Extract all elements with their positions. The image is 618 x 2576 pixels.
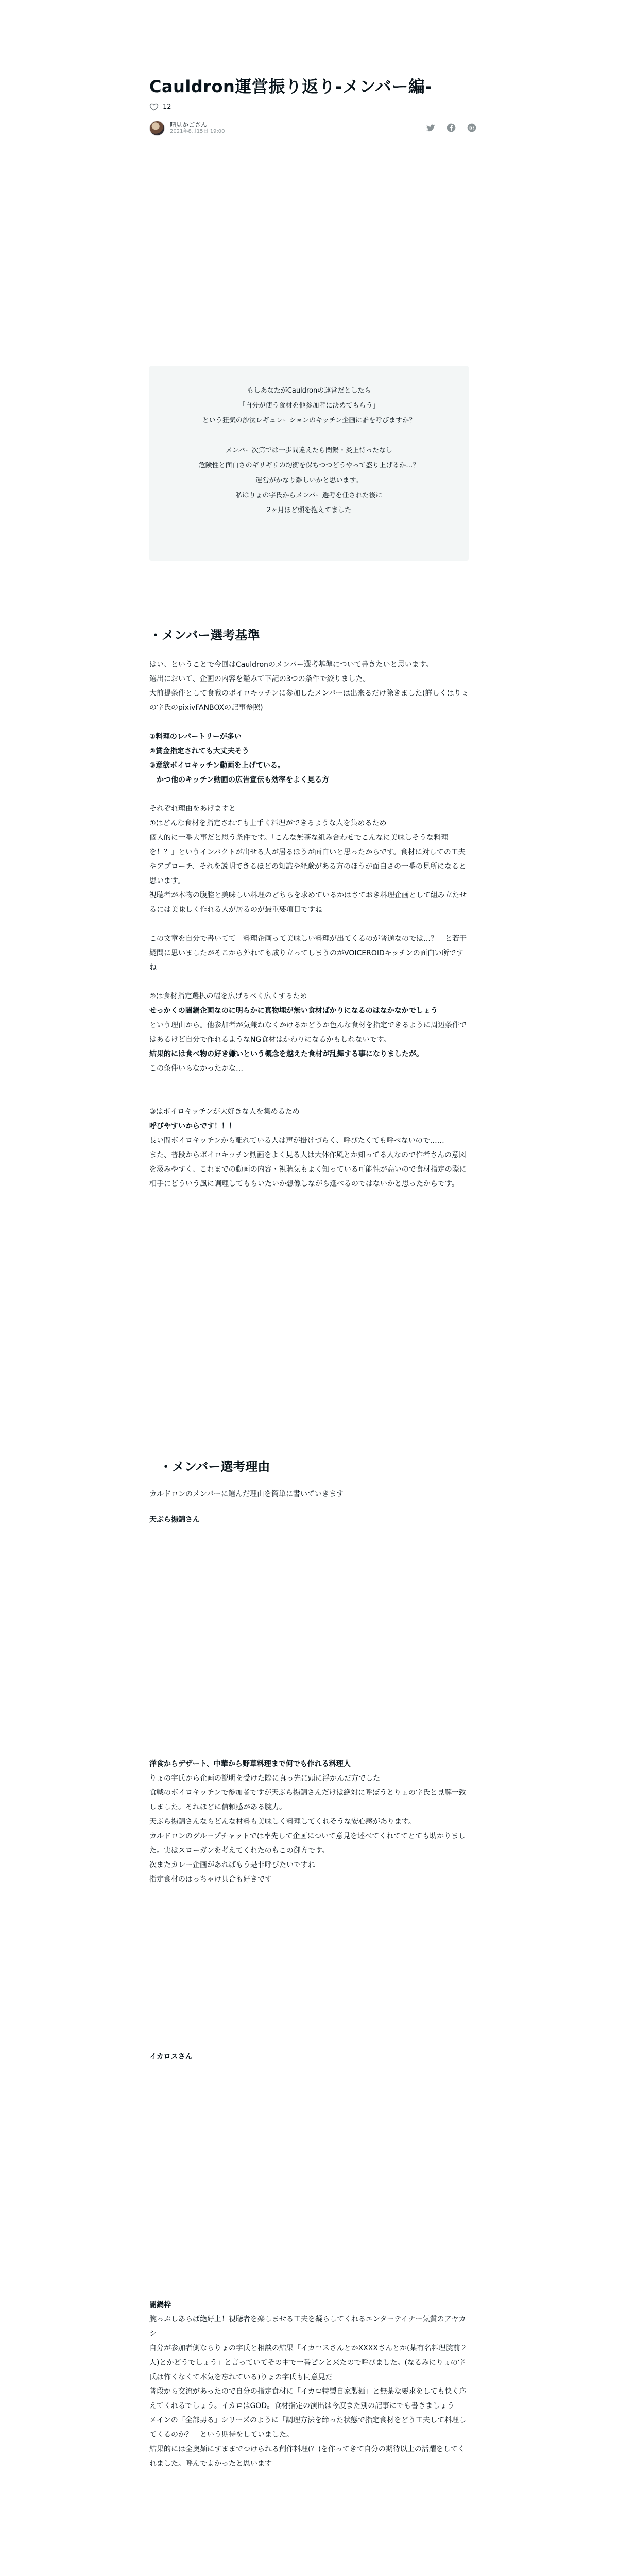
criteria-item: ③意欲ボイロキッチン動画を上げている。 [149, 761, 285, 770]
paragraph: 呼びやすいからです！！！ [149, 1122, 236, 1130]
intro-line: 運営がかなり難しいかと思います。 [255, 477, 363, 484]
paragraph: ①はどんな食材を指定されても上手く料理ができるような人を集めるため [149, 819, 387, 827]
paragraph: 結果的には全奥麺にすままでつけられる創作料理(？)を作ってきて自分の期待以上の活躍をしてくれました。呼んでよかったと思います [149, 2445, 465, 2468]
section-heading: ・メンバー選考理由 [160, 1460, 270, 1474]
author-block[interactable] [149, 121, 225, 136]
criteria-item: かつ他のキッチン動画の広告宣伝も効率をよく見る方 [149, 776, 330, 784]
like-count: 12 [163, 103, 171, 111]
intro-line: という狂気の沙汰レギュレーションのキッチン企画に誰を呼びますか？ [202, 417, 416, 425]
article-title: Cauldron運営振り返り-メンバー編- [149, 77, 433, 96]
criteria-item: ②賞金指定されても大丈夫そう [149, 747, 249, 755]
intro-line: 私はりょの字氏からメンバー選考を任された後に [235, 492, 383, 499]
eyecatch-image [149, 149, 469, 355]
member-headline: 洋食からデザート、中華から野草料理まで何でも作れる料理人 [149, 1760, 351, 1768]
svg-text:B!: B! [469, 125, 475, 131]
section-heading: ・メンバー選考基準 [149, 628, 260, 642]
paragraph: カルドロンのメンバーに選んだ理由を簡単に書いていきます [149, 1490, 344, 1498]
member-body [149, 2298, 469, 2471]
paragraph: 食戦のボイロキッチンで参加者ですが天ぷら揚錦さんだけは絶対に呼ぼうとりょの字氏と見解一致しました。それほどに信頼感がある腕力。 [149, 1789, 467, 1811]
paragraph: 大前提条件として食戦のボイロキッチンに参加したメンバーは出来るだけ除きました(詳しくはりょの字氏のpixivFANBOXの記事参照) [149, 689, 469, 712]
publish-date: 2021年8月15日 19:00 [170, 129, 225, 134]
section2-intro [149, 1487, 469, 1501]
like-counter[interactable] [149, 102, 171, 111]
criteria-item: ①料理のレパートリーが多い [149, 733, 242, 741]
intro-line: 2ヶ月ほど頭を抱えてました [266, 506, 352, 514]
intro-line: メンバー次第では一歩間違えたら闇鍋・炎上待ったなし [225, 447, 393, 454]
intro-box [149, 366, 469, 561]
paragraph: ③はボイロキッチンが大好きな人を集めるため [149, 1108, 300, 1116]
intro-line: 「自分が使う食材を他参加者に決めてもらう」 [238, 402, 380, 410]
paragraph: カルドロンのグループチャットでは率先して企画について意見を述べてくれててとても助かりました。実はスローガンを考えてくれたのもこの御方です。 [149, 1832, 466, 1855]
member-image [149, 2071, 469, 2277]
paragraph: はい、ということで今回はCauldronのメンバー選考基準について書きたいと思います。 [149, 660, 433, 669]
member-body [149, 1757, 469, 1887]
facebook-icon[interactable] [446, 123, 456, 133]
member-headline: 闇鍋枠 [149, 2301, 171, 2309]
hatena-bookmark-icon[interactable] [467, 123, 477, 133]
paragraph: りょの字氏から企画の説明を受けた際に真っ先に頭に浮かんだ方でした [149, 1774, 380, 1783]
paragraph: ②は食材指定選択の幅を広げるべく広くするため [149, 992, 307, 1001]
paragraph: 腕っぷしあらば絶好上！視聴者を楽しませる工夫を凝らしてくれるエンターテイナー気質のアヤカシ [149, 2315, 466, 2338]
paragraph: という理由から。他参加者が気兼ねなくかけるかどうか色んな食材を指定できるように周辺条件ではあるけど自分で作れるようなNG食材はかわりになるかもしれないです。 [149, 1021, 467, 1044]
member-image [149, 1535, 469, 1741]
paragraph: メインの「全部男る」シリーズのように「調理方法を締った状態で指定食材をどう工夫して料理してくるのか？」という期待をしていました。 [149, 2416, 467, 2439]
heart-icon[interactable] [149, 102, 159, 111]
author-name[interactable]: 晴見かごさん [170, 121, 208, 128]
avatar[interactable] [149, 121, 165, 136]
paragraph: 自分が参加者側ならりょの字氏と相談の結果「イカロスさんとかXXXXさんとか(某有名料理腕前２人)とかどうでしょう」と言っていてその中で一番ピンと来たので呼びました。(なるみにりょの字氏は怖くなくて本気を忘れている)りょの字氏も同意見だ [149, 2344, 468, 2381]
paragraph: 個人的に一番大事だと思う条件です。「こんな無茶な組み合わせでこんなに美味しそうな料理を！？」というインパクトが出せる人が居るほうが面白いと思ったからです。食材に対しての工夫やアプローチ、それを説明できるほどの知識や経験がある方のほうが面白さの一番の見所になると思います。 [149, 834, 467, 885]
twitter-icon[interactable] [425, 123, 436, 133]
paragraph: 次またカレー企画があればもう是非呼びたいですね [149, 1861, 315, 1869]
paragraph: せっかくの闇鍋企画なのに明らかに真物埋が無い食材ばかりになるのはなかなかでしょう [149, 1007, 438, 1015]
paragraph: 結果的には食べ物の好き嫌いという概念を越えた食材が乱舞する事になりましたが。 [149, 1050, 423, 1058]
paragraph: この文章を自分で書いてて「料理企画って美味しい料理が出てくるのが普通なのでは…？」と若干疑問に思いましたがそこから外れても成り立ってしまうのがVOICEROIDキッチンの面白い所ですね [149, 935, 467, 972]
member-name: 天ぷら揚錦さん [149, 1516, 200, 1524]
share-buttons [425, 123, 477, 133]
paragraph: 長い間ボイロキッチンから離れている人は声が掛けづらく、呼びたくても呼べないので…… [149, 1137, 444, 1145]
paragraph: この条件いらなかったかな… [149, 1064, 243, 1073]
paragraph: それぞれ理由をあげますと [149, 805, 236, 813]
intro-line: もしあなたがCauldronの運営だとしたら [247, 387, 371, 395]
member-name: イカロスさん [149, 2053, 193, 2061]
intro-line: 危険性と面白さのギリギリの均衡を保ちつつどうやって盛り上げるか…？ [198, 462, 420, 469]
paragraph: 指定食材のはっちゃけ具合も好きです [149, 1875, 272, 1884]
paragraph: 視聴者が本物の腹腔と美味しい料理のどちらを求めているかはさておき料理企画として組み立たせるには美味しく作れる人が居るのが最重要項目ですね [149, 891, 467, 914]
section1-body [149, 657, 469, 1191]
paragraph: 選出において、企画の内容を鑑みて下記の3つの条件で絞りました。 [149, 675, 370, 683]
paragraph: 天ぷら揚錦さんならどんな材料も美味しく料理してくれそうな安心感があります。 [149, 1818, 416, 1826]
paragraph: 普段から交流があったので自分の指定食材に「イカロ特製自家製麺」と無茶な要求をしても快く応えてくれるでしょう。イカロはGOD。食材指定の演出は今度また別の記事にでも書きましょう [149, 2387, 467, 2410]
paragraph: また、普段からボイロキッチン動画をよく見る人は大体作風とか知ってる人なので作者さんの意図を汲みやすく、これまでの動画の内容・視聴気もよく知っている可能性が高いので食材指定の際に相手にどういう風に調理してもらいたいか想像しながら選べるのではないかと思ったからです。 [149, 1151, 467, 1188]
